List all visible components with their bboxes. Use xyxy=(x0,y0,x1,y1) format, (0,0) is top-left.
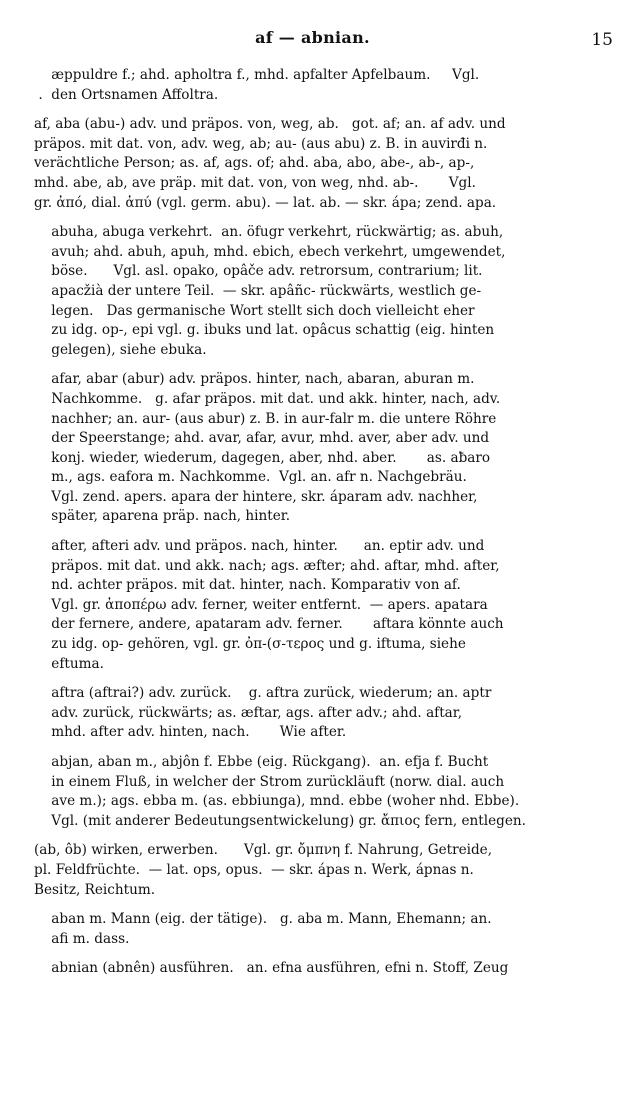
text-line: nachher; an. aur- (aus abur) z. B. in aur-falr m. die untere Röhre xyxy=(34,410,497,427)
entry-afar xyxy=(34,370,612,527)
text-line: konj. wieder, wiederum, dagegen, aber, nhd. aber. as. aƀaro xyxy=(34,449,491,466)
text-line: Besitz, Reichtum. xyxy=(34,881,156,898)
page-number: 15 xyxy=(591,30,613,50)
text-line: Vgl. (mit anderer Bedeutungsentwickelung) gr. ἄπιος fern, entlegen. xyxy=(34,812,526,829)
text-line: . den Ortsnamen Affoltra. xyxy=(34,86,219,103)
entry-aftra xyxy=(34,684,612,743)
text-line: abjan, aban m., abjôn f. Ebbe (eig. Rückgang). an. efja f. Bucht xyxy=(34,754,489,770)
text-line: aftra (aftrai?) adv. zurück. g. aftra zurück, wiederum; an. aptr xyxy=(34,685,492,702)
text-line: mhd. abe, ab, ave präp. mit dat. von, von weg, nhd. ab-. Vgl. xyxy=(34,174,476,191)
entry-af xyxy=(34,115,612,213)
text-line: gelegen), siehe ebuka. xyxy=(34,341,207,358)
text-line: (ab, ôb) wirken, erwerben. Vgl. gr. ὄμπνη f. Nahrung, Getreide, xyxy=(34,842,493,859)
text-line: nd. achter präpos. mit dat. hinter, nach. Komparativ von af. xyxy=(34,577,461,594)
text-line: apacžià der untere Teil. — skr. apâñc- rückwärts, westlich ge- xyxy=(34,282,482,299)
entry-aeppuldre-continuation xyxy=(34,66,612,105)
text-line: afar, abar (abur) adv. präpos. hinter, nach, abaran, aburan m. xyxy=(34,371,475,388)
text-line: in einem Fluß, in welcher der Strom zurückläuft (norw. dial. auch xyxy=(34,773,505,790)
entry-aban xyxy=(34,910,612,949)
text-line: eftuma. xyxy=(34,655,104,672)
entries-body xyxy=(34,66,612,989)
text-line: gr. ἀπό, dial. ἀπύ (vgl. germ. abu). — lat. ab. — skr. ápa; zend. apa. xyxy=(34,194,497,211)
text-line: abnian (abnên) ausführen. an. efna ausführen, efni n. Stoff, Zeug xyxy=(34,960,509,977)
text-line: der fernere, andere, apataram adv. ferner. aftara könnte auch xyxy=(34,616,504,633)
text-line: präpos. mit dat. und akk. nach; ags. æfter; ahd. aftar, mhd. after, xyxy=(34,557,500,574)
text-line: später, aparena präp. nach, hinter. xyxy=(34,508,291,525)
entry-after xyxy=(34,537,612,674)
entry-abjan xyxy=(34,753,612,831)
text-line: adv. zurück, rückwärts; as. æftar, ags. after adv.; ahd. aftar, xyxy=(34,704,463,721)
text-line: m., ags. eafora m. Nachkomme. Vgl. an. afr n. Nachgebräu. xyxy=(34,469,467,486)
running-header xyxy=(0,28,625,52)
text-line: legen. Das germanische Wort stellt sich doch vielleicht eher xyxy=(34,302,475,319)
text-line: Vgl. gr. ἀποπέρω adv. ferner, weiter entfernt. — apers. apatara xyxy=(34,596,488,613)
text-line: aban m. Mann (eig. der tätige). g. aba m. Mann, Ehemann; an. xyxy=(34,911,492,928)
text-line: æppuldre f.; ahd. apholtra f., mhd. apfalter Apfelbaum. Vgl. xyxy=(34,67,480,83)
text-line: Vgl. zend. apers. apara der hintere, skr. áparam adv. nachher, xyxy=(34,488,478,505)
entry-abuha xyxy=(34,223,612,360)
entry-abnian xyxy=(34,959,612,979)
text-line: afi m. dass. xyxy=(34,930,130,947)
text-line: mhd. after adv. hinten, nach. Wie after. xyxy=(34,724,347,741)
entry-ab-ob xyxy=(34,841,612,900)
text-line: Nachkomme. g. afar präpos. mit dat. und akk. hinter, nach, adv. xyxy=(34,390,501,407)
text-line: verächtliche Person; as. af, ags. of; ahd. aba, abo, abe-, ab-, ap-, xyxy=(34,155,475,172)
text-line: präpos. mit dat. von, adv. weg, ab; au- (aus abu) z. B. in auvirđi n. xyxy=(34,135,488,152)
text-line: pl. Feldfrüchte. — lat. ops, opus. — skr. ápas n. Werk, ápnas n. xyxy=(34,861,474,878)
text-line: after, afteri adv. und präpos. nach, hinter. an. eptir adv. und xyxy=(34,538,485,555)
text-line: af, aba (abu-) adv. und präpos. von, weg, ab. got. af; an. af adv. und xyxy=(34,116,506,133)
text-line: abuha, abuga verkehrt. an. öfugr verkehrt, rückwärtig; as. abuh, xyxy=(34,224,504,241)
running-title: af — abnian. xyxy=(255,28,370,47)
text-line: der Speerstange; ahd. avar, afar, avur, mhd. aver, aber adv. und xyxy=(34,430,490,447)
text-line: böse. Vgl. asl. opako, opâče adv. retrorsum, contrarium; lit. xyxy=(34,263,483,280)
text-line: ave m.); ags. ebba m. (as. ebbiunga), mnd. ebbe (woher nhd. Ebbe). xyxy=(34,793,520,810)
text-line: zu idg. op- gehören, vgl. gr. ὀπ-(σ-τερος und g. iftuma, siehe xyxy=(34,636,466,653)
text-line: zu idg. op-, epi vgl. g. ibuks und lat. opâcus schattig (eig. hinten xyxy=(34,322,495,339)
text-line: avuh; ahd. abuh, apuh, mhd. ebich, ebech verkehrt, umgewendet, xyxy=(34,243,506,260)
